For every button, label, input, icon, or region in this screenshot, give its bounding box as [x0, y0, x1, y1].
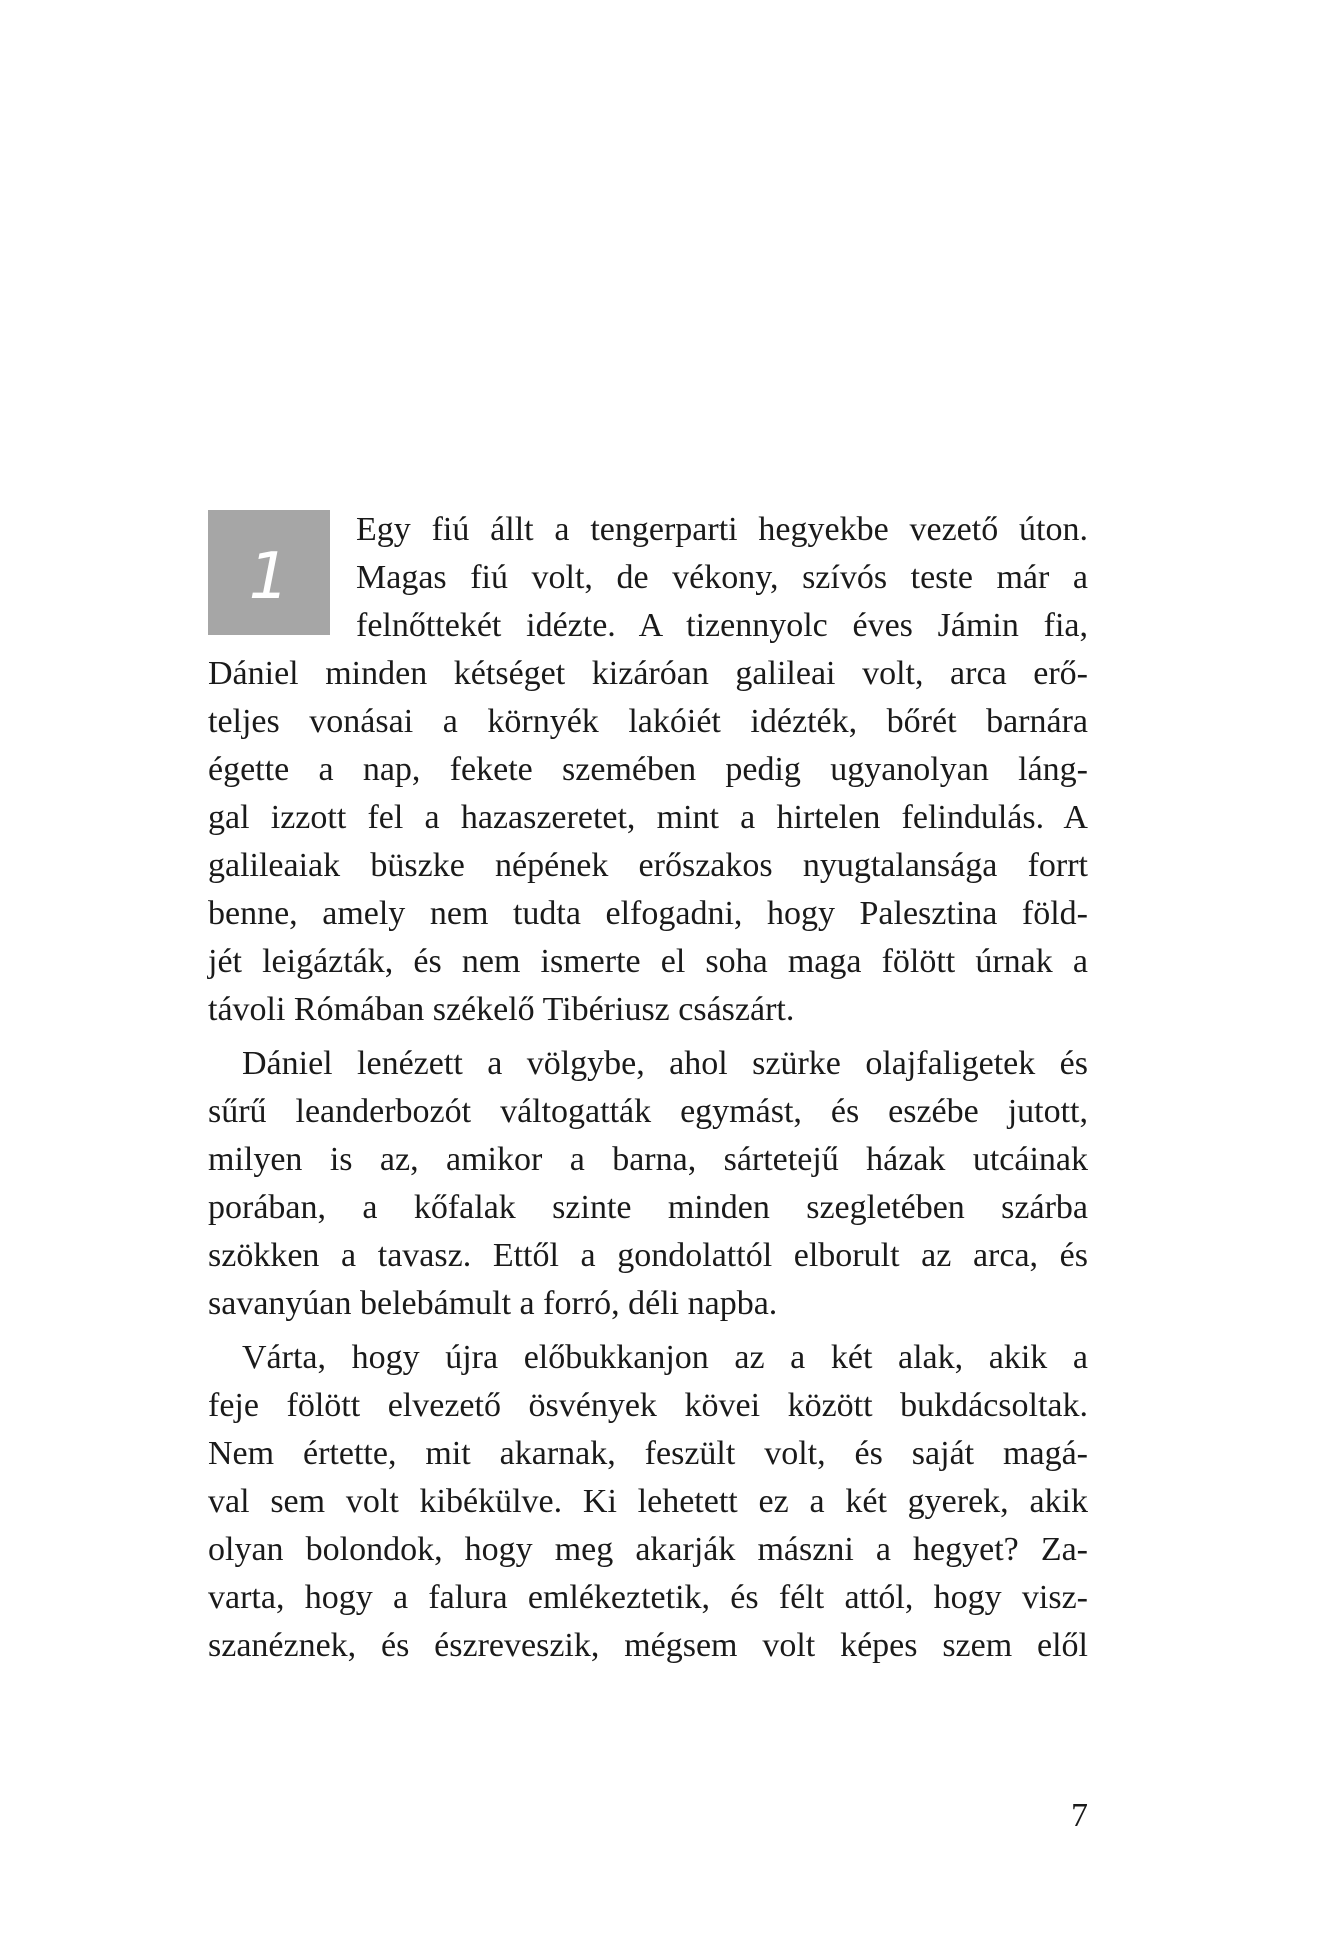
- text-line: szökken a tavasz. Ettől a gondolattól elborult az arca, és: [208, 1237, 1088, 1274]
- text-line: távoli Rómában székelő Tibériusz császárt.: [208, 991, 795, 1028]
- text-line: galileaiak büszke népének erőszakos nyugtalansága forrt: [208, 847, 1088, 884]
- text-line: Várta, hogy újra előbukkanjon az a két alak, akik a: [242, 1339, 1088, 1376]
- text-line: Dániel minden kétséget kizáróan galileai volt, arca erő-: [208, 655, 1088, 692]
- text-line: milyen is az, amikor a barna, sártetejű házak utcáinak: [208, 1141, 1088, 1178]
- text-line: savanyúan belebámult a forró, déli napba.: [208, 1285, 778, 1322]
- chapter-number: 1: [248, 539, 290, 614]
- text-line: varta, hogy a falura emlékeztetik, és félt attól, hogy visz-: [208, 1579, 1088, 1616]
- text-line: teljes vonásai a környék lakóiét idézték, bőrét barnára: [208, 703, 1088, 740]
- paragraph-2: [208, 1040, 1088, 1328]
- page-body: [208, 506, 1088, 1670]
- text-line: porában, a kőfalak szinte minden szegletében szárba: [208, 1189, 1088, 1226]
- text-line: benne, amely nem tudta elfogadni, hogy Palesztina föld-: [208, 895, 1088, 932]
- text-line: gal izzott fel a hazaszeretet, mint a hirtelen felindulás. A: [208, 799, 1088, 836]
- paragraph-1: [208, 506, 1088, 1034]
- text-line: Magas fiú volt, de vékony, szívós teste már a: [356, 559, 1088, 596]
- chapter-number-box: [208, 510, 330, 635]
- text-line: jét leigázták, és nem ismerte el soha maga fölött úrnak a: [208, 943, 1088, 980]
- text-line: Dániel lenézett a völgybe, ahol szürke olajfaligetek és: [242, 1045, 1088, 1082]
- text-line: szanéznek, és észreveszik, mégsem volt képes szem elől: [208, 1627, 1088, 1664]
- text-line: val sem volt kibékülve. Ki lehetett ez a két gyerek, akik: [208, 1483, 1088, 1520]
- text-line: felnőttekét idézte. A tizennyolc éves Jámin fia,: [356, 607, 1088, 644]
- text-line: sűrű leanderbozót váltogatták egymást, és eszébe jutott,: [208, 1093, 1088, 1130]
- text-line: olyan bolondok, hogy meg akarják mászni a hegyet? Za-: [208, 1531, 1088, 1568]
- page-number: 7: [1071, 1797, 1088, 1834]
- text-line: Egy fiú állt a tengerparti hegyekbe vezető úton.: [356, 511, 1088, 548]
- paragraph-3: [208, 1334, 1088, 1670]
- text-line: égette a nap, fekete szemében pedig ugyanolyan láng-: [208, 751, 1088, 788]
- text-line: feje fölött elvezető ösvények kövei között bukdácsoltak.: [208, 1387, 1088, 1424]
- text-line: Nem értette, mit akarnak, feszült volt, és saját magá-: [208, 1435, 1088, 1472]
